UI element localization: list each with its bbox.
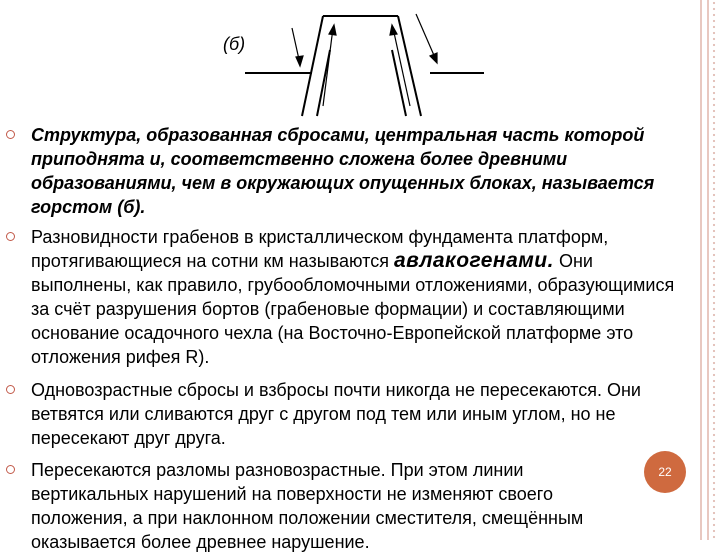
bullet-text-part: Они выполнены, как правило, грубообломочными отложениями, образующимися за счёт разрушения бортов (грабеновые формации) и составляющими основание осадочного чехла (на Восточно-Европейской платформе это отложения рифея R). <box>31 251 675 367</box>
circle-bullet-icon <box>6 130 15 139</box>
bullet-text <box>31 225 691 369</box>
bullet-text: Структура, образованная сбросами, центральная часть которой приподнята и, соответственно сложена более древними образованиями, чем в окружающих опущенных блоках, называется горстом (б). <box>31 125 655 217</box>
diagram-caption: (б) <box>223 34 246 54</box>
arrow-down-left-head <box>296 56 303 66</box>
arrow-up-left-head <box>329 25 336 35</box>
arrow-up-right-head <box>390 25 397 35</box>
arrow-down-right-head <box>430 53 437 63</box>
left-fault-inner <box>317 50 330 116</box>
bullet-text: Одновозрастные сбросы и взбросы почти никогда не пересекаются. Они ветвятся или сливаются друг с другом под тем или иным углом, но не пересекают друг друга. <box>31 380 641 448</box>
term-aulacogen: авлакогенами. <box>393 249 554 272</box>
circle-bullet-icon <box>6 385 15 394</box>
circle-bullet-icon <box>6 465 15 474</box>
page-number-badge: 22 <box>644 451 686 493</box>
bullet-text: Пересекаются разломы разновозрастные. При этом линии вертикальных нарушений на поверхности не изменяют своего положения, а при наклонном положении сместителя, смещённым оказывается более древнее нарушение. <box>31 460 584 552</box>
circle-bullet-icon <box>6 232 15 241</box>
arrow-up-left <box>323 28 333 106</box>
arrow-down-right <box>416 14 436 60</box>
right-fault-inner <box>392 50 406 116</box>
bullet-text-part: Разновидности грабенов в кристаллическом фундамента платформ, протягивающиеся на сотни км называются <box>31 227 609 271</box>
horst-diagram <box>0 0 720 120</box>
